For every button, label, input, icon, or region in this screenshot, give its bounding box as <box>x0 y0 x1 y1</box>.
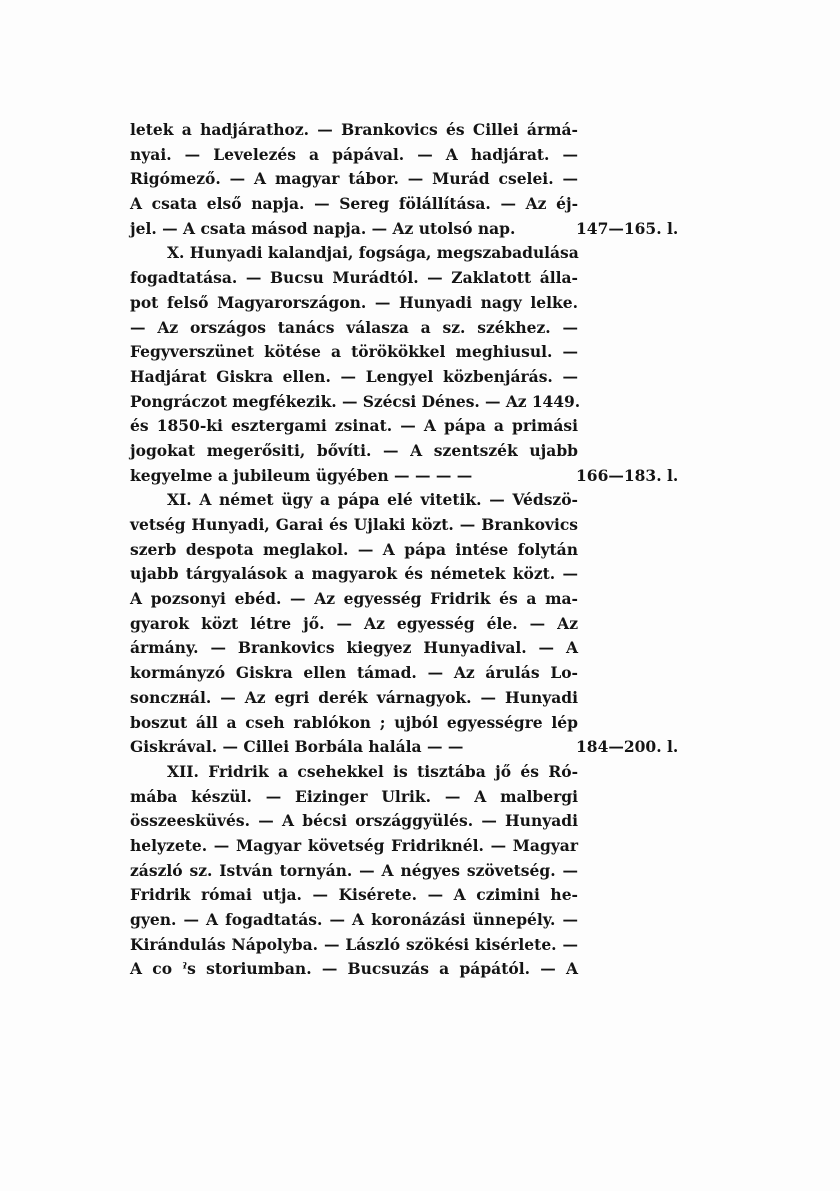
text-line: zászló sz. István tornyán. — A négyes szövetség. — <box>130 860 578 880</box>
text-line: A csata első napja. — Sereg fölállítása. — Az éj- <box>130 194 578 214</box>
text-line: mába készül. — Eizinger Ulrik. — A malbergi <box>130 786 578 806</box>
text-line: szerb despota meglakol. — A pápa intése folytán <box>130 539 578 559</box>
text-line-with-page-ref <box>130 217 679 242</box>
text-line: kormányzó Giskra ellen támad. — Az árulás Lo- <box>130 663 578 683</box>
chapter-heading-xi: XI. A német ügy a pápa elé vitetik. — Védszö- <box>167 490 578 510</box>
text-line: Pongráczot megfékezik. — Szécsi Dénes. — Az 1449. <box>130 391 581 411</box>
text-line: helyzete. — Magyar követség Fridriknél. — Magyar <box>130 835 578 855</box>
text-line: letek a hadjárathoz. — Brankovics és Cillei ármá- <box>130 120 578 139</box>
text-line: vetség Hunyadi, Garai és Ujlaki közt. — Brankovics <box>130 515 578 534</box>
text-line-with-page-ref <box>130 735 679 760</box>
text-line: gyen. — A fogadtatás. — A koronázási ünnepély. — <box>130 910 578 929</box>
text-line: nyai. — Levelezés a pápával. — A hadjárat. — <box>130 144 578 164</box>
text-line: Fegyverszünet kötése a törökökkel meghiusul. — <box>130 342 578 362</box>
text-line: sonczнál. — Az egri derék várnagyok. — Hunyadi <box>130 687 578 707</box>
text-line: Rigómező. — A magyar tábor. — Murád cselei. — <box>130 169 578 189</box>
text-line: A pozsonyi ebéd. — Az egyesség Fridrik és a ma- <box>130 589 578 609</box>
text-line: jogokat megerősiti, bővíti. — A szentszék ujabb <box>130 440 578 460</box>
table-of-contents-text <box>130 118 679 982</box>
page-reference: 147—165. l. <box>576 218 679 238</box>
text-line: Giskrával. — Cillei Borbála halála — — <box>130 737 464 757</box>
text-line: fogadtatása. — Bucsu Murádtól. — Zaklatott álla- <box>130 268 578 288</box>
text-line: Hadjárat Giskra ellen. — Lengyel közbenjárás. — <box>130 366 578 386</box>
text-line: kegyelme a jubileum ügyében — — — — <box>130 465 473 485</box>
text-line: összeesküvés. — A bécsi országgyülés. — Hunyadi <box>130 811 578 831</box>
text-line: A co ˀs storiumban. — Bucsuzás a pápától. — A <box>130 959 578 979</box>
chapter-heading-xii: XII. Fridrik a csehekkel is tisztába jő és Ró- <box>167 761 578 781</box>
page-reference: 184—200. l. <box>576 737 679 757</box>
page-reference: 166—183. l. <box>576 465 679 485</box>
text-line: Fridrik római utja. — Kisérete. — A czimini he- <box>130 885 578 905</box>
text-line: pot felső Magyarországon. — Hunyadi nagy lelke. <box>130 292 578 312</box>
text-line: és 1850-ki esztergami zsinat. — A pápa a primási <box>130 416 578 436</box>
text-line: Kirándulás Nápolyba. — László szökési kisérlete. — <box>130 934 578 954</box>
text-line-with-page-ref <box>130 464 679 489</box>
text-line: ármány. — Brankovics kiegyez Hunyadival. — A <box>130 638 578 658</box>
text-line: — Az országos tanács válasza a sz. székhez. — <box>130 317 578 337</box>
text-line: jel. — A csata másod napja. — Az utolsó nap. <box>130 218 516 238</box>
chapter-heading-x: X. Hunyadi kalandjai, fogsága, megszabadulása <box>167 243 579 263</box>
text-line: gyarok közt létre jő. — Az egyesség éle. — Az <box>130 613 578 633</box>
text-line: boszut áll a cseh rablókon ; ujból egyességre lép <box>130 712 578 732</box>
text-line: ujabb tárgyalások a magyarok és németek közt. — <box>130 564 578 584</box>
